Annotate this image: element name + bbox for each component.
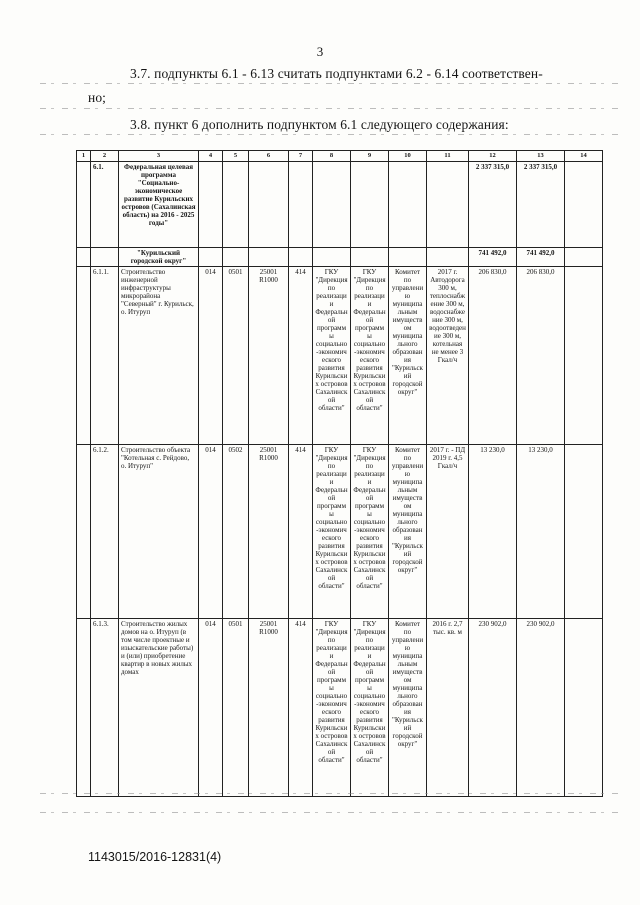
row-number: 6.1.3. <box>91 619 119 797</box>
col-number: 2 <box>91 151 119 162</box>
cell: 414 <box>289 619 313 797</box>
cell: 0501 <box>223 619 249 797</box>
scan-noise-line <box>40 134 620 135</box>
cell: 2017 г. Автодорога 300 м, теплоснабжение 300 м, водоснабжение 300 м, водоотведение 300 м, котельная не менее 3 Гкал/ч <box>427 267 469 445</box>
amount-col13: 2 337 315,0 <box>517 162 565 248</box>
scan-noise-line <box>40 812 620 813</box>
cell: ГКУ "Дирекция по реализации Федеральной программы социально-экономического развития Курильских островов Сахалинской области" <box>351 619 389 797</box>
table-row <box>77 445 603 619</box>
row-number: 6.1.1. <box>91 267 119 445</box>
scan-noise-line <box>40 83 620 84</box>
cell: Комитет по управлению муниципальным имуществом муниципального образования "Курильский городской округ" <box>389 267 427 445</box>
col-number: 5 <box>223 151 249 162</box>
amount-col12: 741 492,0 <box>469 248 517 267</box>
object-name: Строительство инженерной инфраструктуры микрорайона "Северный" г. Курильск, о. Итуруп <box>119 267 199 445</box>
col-number: 4 <box>199 151 223 162</box>
col-number: 13 <box>517 151 565 162</box>
table-row <box>77 619 603 797</box>
table-row <box>77 248 603 267</box>
col-number: 14 <box>565 151 603 162</box>
col-number: 10 <box>389 151 427 162</box>
scan-noise-line <box>40 108 620 109</box>
scan-noise-line <box>40 793 620 794</box>
amount-col13: 230 902,0 <box>517 619 565 797</box>
amount-col12: 230 902,0 <box>469 619 517 797</box>
col-number: 9 <box>351 151 389 162</box>
document-footer-id: 1143015/2016-12831(4) <box>88 850 222 864</box>
amount-col13: 206 830,0 <box>517 267 565 445</box>
cell: 414 <box>289 445 313 619</box>
cell: ГКУ "Дирекция по реализации Федеральной программы социально-экономического развития Курильских островов Сахалинской области" <box>313 445 351 619</box>
cell: 25001 R1000 <box>249 619 289 797</box>
col-number: 6 <box>249 151 289 162</box>
program-name: Федеральная целевая программа "Социально-экономическое развитие Курильских островов (Сахалинская область) на 2016 - 2025 годы" <box>119 162 199 248</box>
row-number: 6.1. <box>91 162 119 248</box>
paragraph-3-7: 3.7. подпункты 6.1 - 6.13 считать подпунктами 6.2 - 6.14 соответствен- <box>130 66 543 81</box>
cell: 014 <box>199 619 223 797</box>
cell: 0502 <box>223 445 249 619</box>
row-number: 6.1.2. <box>91 445 119 619</box>
cell: 0501 <box>223 267 249 445</box>
cell: ГКУ "Дирекция по реализации Федеральной программы социально-экономического развития Курильских островов Сахалинской области" <box>351 267 389 445</box>
amount-col13: 13 230,0 <box>517 445 565 619</box>
district-name: "Курильский городской округ" <box>119 248 199 267</box>
object-name: Строительство жилых домов на о. Итуруп (в том числе проектные и изыскательские работы) и (или) приобретение квартир в новых жилых домах <box>119 619 199 797</box>
cell: 25001 R1000 <box>249 445 289 619</box>
cell: 014 <box>199 267 223 445</box>
col-number: 12 <box>469 151 517 162</box>
col-number: 3 <box>119 151 199 162</box>
program-table <box>76 150 603 797</box>
amount-col12: 2 337 315,0 <box>469 162 517 248</box>
cell: Комитет по управлению муниципальным имуществом муниципального образования "Курильский городской округ" <box>389 619 427 797</box>
col-number: 11 <box>427 151 469 162</box>
col-number: 8 <box>313 151 351 162</box>
col-number: 7 <box>289 151 313 162</box>
cell: ГКУ "Дирекция по реализации Федеральной программы социально-экономического развития Курильских островов Сахалинской области" <box>313 267 351 445</box>
cell: 2016 г. 2,7 тыс. кв. м <box>427 619 469 797</box>
page-number: 3 <box>316 44 324 59</box>
amount-col12: 206 830,0 <box>469 267 517 445</box>
table-row <box>77 267 603 445</box>
paragraph-3-8: 3.8. пункт 6 дополнить подпунктом 6.1 следующего содержания: <box>130 117 509 132</box>
cell: 014 <box>199 445 223 619</box>
cell: 25001 R1000 <box>249 267 289 445</box>
table-row <box>77 162 603 248</box>
amount-col12: 13 230,0 <box>469 445 517 619</box>
cell: ГКУ "Дирекция по реализации Федеральной программы социально-экономического развития Курильских островов Сахалинской области" <box>313 619 351 797</box>
cell: 414 <box>289 267 313 445</box>
paragraph-3-7-continuation: но; <box>88 90 107 105</box>
object-name: Строительство объекта "Котельная с. Рейдово, о. Итуруп" <box>119 445 199 619</box>
col-number: 1 <box>77 151 91 162</box>
cell: Комитет по управлению муниципальным имуществом муниципального образования "Курильский городской округ" <box>389 445 427 619</box>
amount-col13: 741 492,0 <box>517 248 565 267</box>
column-number-row <box>77 151 603 162</box>
cell: ГКУ "Дирекция по реализации Федеральной программы социально-экономического развития Курильских островов Сахалинской области" <box>351 445 389 619</box>
cell: 2017 г. - ПД 2019 г. 4,5 Гкал/ч <box>427 445 469 619</box>
